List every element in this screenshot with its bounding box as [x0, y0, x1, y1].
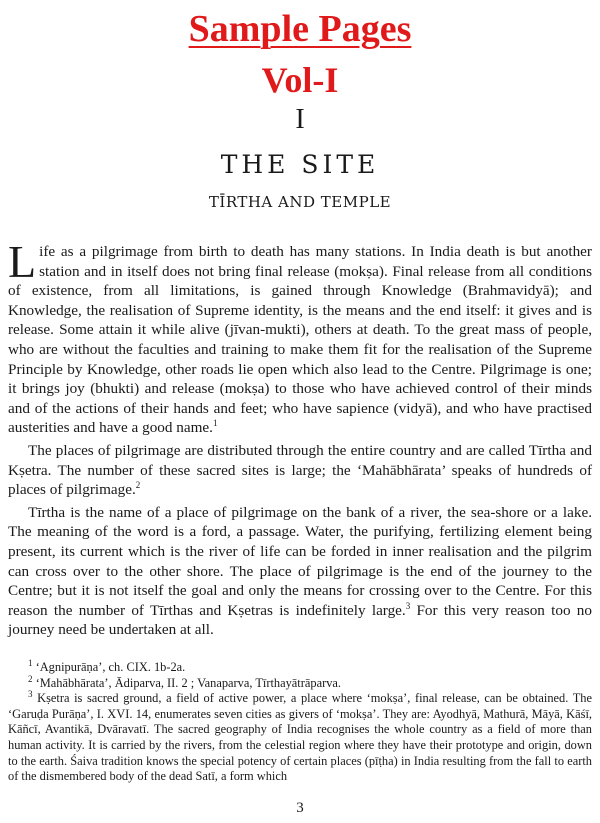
- paragraph-1: [8, 236, 592, 438]
- footnote-ref-1: 1: [212, 418, 218, 429]
- footnote-1-num: 1: [28, 657, 33, 668]
- chapter-title: THE SITE: [220, 150, 380, 179]
- paragraph-3-tail: For this very reason too no journey need be undertaken at all.: [8, 601, 592, 639]
- paragraph-2: [8, 441, 592, 500]
- footnote-2-num: 2: [28, 673, 33, 684]
- footnote-3-num: 3: [28, 689, 33, 700]
- chapter-subtitle: TĪRTHA AND TEMPLE: [208, 193, 392, 211]
- footnote-3: [8, 691, 592, 785]
- footnote-2-text: ‘Mahābhārata’, Ādiparva, II. 2 ; Vanaparva, Tīrthayātrāparva.: [35, 675, 341, 690]
- sample-banner: [0, 0, 600, 98]
- footnote-1: [8, 657, 592, 676]
- banner-volume: Vol-I: [261, 60, 339, 100]
- paragraph-3: [8, 503, 592, 640]
- drop-cap: L: [8, 236, 37, 287]
- paragraph-2-text: The places of pilgrimage are distributed through the entire country and are called Tīrtha and Kṣetra. The number of these sacred sites is large; the ‘Mahābhārata’ speaks of hundreds of places of pilgrimage.: [8, 441, 592, 499]
- footnote-1-text: ‘Agnipurāṇa’, ch. CIX. 1b-2a.: [35, 660, 186, 674]
- banner-title: Sample Pages: [188, 8, 412, 50]
- footnote-3-text: Kṣetra is sacred ground, a field of active power, a place where ‘mokṣa’, final release, can be obtained. The ‘Garuḍa Purāṇa’, I. XVI. 14, enumerates seven cities as givers of ‘mokṣa’. They are: Ayodhyā, Mathurā, Māyā, Kāśī, Kāñcī, Avantikā, Dvāravatī. The sacred geography of India recognises the whole country as a field of more than human activity. It is carried by the rivers, from the celestial region where they have their prototype and origin, down to the earth. Śaiva tradition knows the special potency of certain places (pīṭha) in India resulting from the fall to earth of the dismembered body of the dead Satī, a form which: [8, 691, 592, 784]
- footnote-ref-3: 3: [405, 600, 411, 611]
- body-text: [8, 236, 592, 643]
- chapter-number: I: [295, 104, 305, 135]
- paragraph-1-text: ife as a pilgrimage from birth to death has many stations. In India death is but another station and in itself does not bring final release (mokṣa). Final release from all conditions of existence, from all limitations, is gained through Knowledge (Brahmavidyā); and Knowledge, the realisation of Supreme identity, is the means and the end itself: it gives and is release. Some attain it while alive (jīvan-mukti), others at death. To the great mass of people, who are without the faculties and training to make them fit for the realisation of the Supreme Principle by Knowledge, other roads lie open which also lead to the Centre. Pilgrimage is one; it brings joy (bhukti) and release (mokṣa) to those who have achieved control of their minds and of the actions of their hands and feet; who have sapience (vidyā), and who have practised austerities and have a good name.: [8, 243, 592, 437]
- page-number: 3: [296, 800, 304, 816]
- footnote-ref-2: 2: [135, 480, 141, 491]
- paragraph-3-text: Tīrtha is the name of a place of pilgrimage on the bank of a river, the sea-shore or a lake. The meaning of the word is a ford, a passage. Water, the purifying, fertilizing element being present, its current which is the river of life can be forded in inner realisation and the pilgrim can cross over to the other shore. The place of pilgrimage is the end of the journey to the Centre; but it is not itself the goal and only the means for crossing over to the Centre. For this reason the number of Tīrthas and Kṣetras is indefinitely large.: [8, 503, 592, 619]
- footnotes: [8, 657, 592, 785]
- footnote-2: [8, 673, 592, 692]
